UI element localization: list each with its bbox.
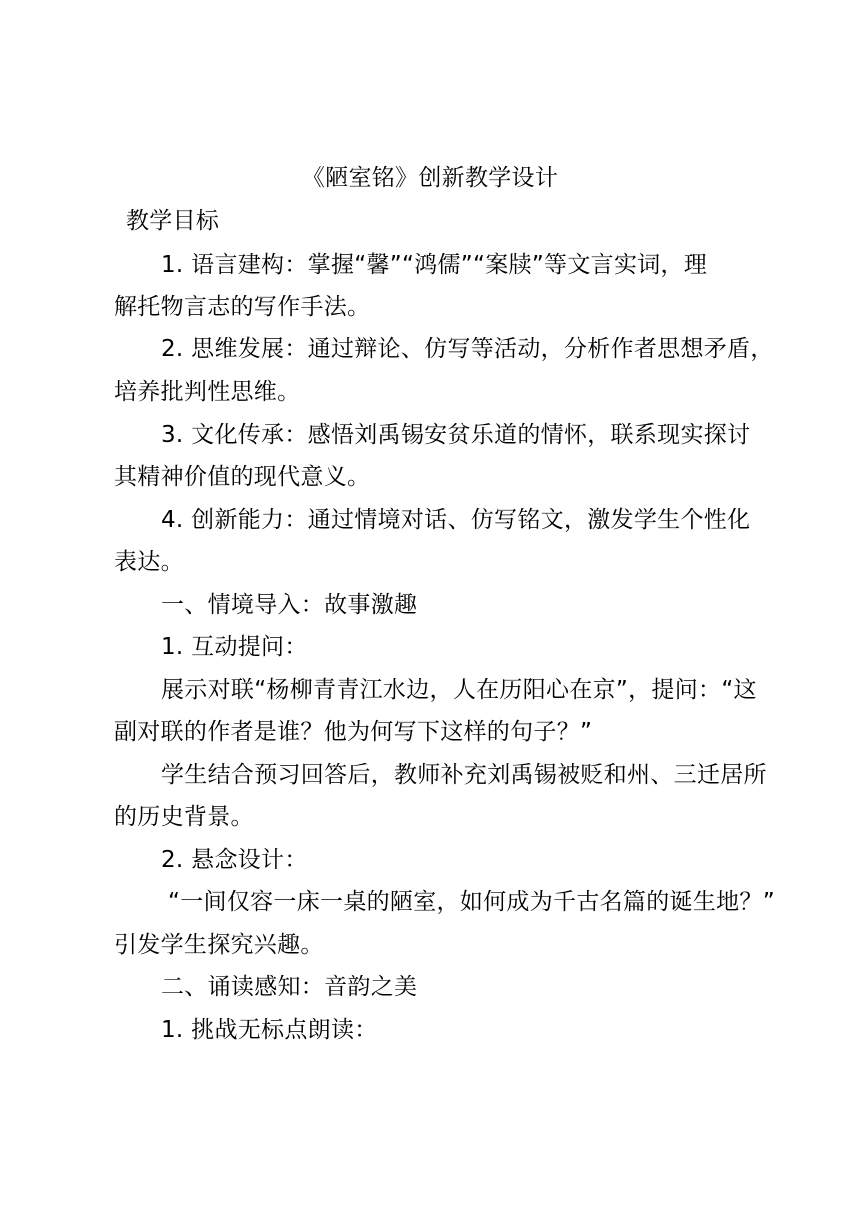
part-1-item-1-heading: 1. 互动提问： xyxy=(161,634,308,660)
goal-2-line-1: 2. 思维发展：通过辩论、仿写等活动，分析作者思想矛盾， xyxy=(161,336,774,362)
section-heading-teaching-goals: 教学目标 xyxy=(126,208,220,234)
document-title: 《陋室铭》创新教学设计 xyxy=(301,165,559,191)
goal-3-line-1: 3. 文化传承：感悟刘禹锡安贫乐道的情怀，联系现实探讨 xyxy=(161,422,751,448)
part-1-heading: 一、情境导入：故事激趣 xyxy=(161,592,418,618)
part-2-item-1-heading: 1. 挑战无标点朗读： xyxy=(161,1017,378,1043)
part-1-item-1-line-1: 展示对联“杨柳青青江水边，人在历阳心在京”，提问：“这 xyxy=(161,677,757,703)
part-1-item-2-line-2: 引发学生探究兴趣。 xyxy=(114,932,324,958)
part-1-item-2-line-1: “一间仅容一床一桌的陋室，如何成为千古名篇的诞生地？” xyxy=(168,889,775,915)
part-2-heading: 二、诵读感知：音韵之美 xyxy=(161,974,418,1000)
goal-4-line-1: 4. 创新能力：通过情境对话、仿写铭文，激发学生个性化 xyxy=(161,507,751,533)
part-1-item-2-heading: 2. 悬念设计： xyxy=(161,847,308,873)
goal-1-line-1: 1. 语言建构：掌握“馨”“鸿儒”“案牍”等文言实词，理 xyxy=(161,252,708,278)
goal-4-line-2: 表达。 xyxy=(114,549,184,575)
goal-1-line-2: 解托物言志的写作手法。 xyxy=(114,294,371,320)
part-1-item-1-note-line-2: 的历史背景。 xyxy=(114,804,254,830)
part-1-item-1-note-line-1: 学生结合预习回答后，教师补充刘禹锡被贬和州、三迁居所 xyxy=(161,762,767,788)
goal-2-line-2: 培养批判性思维。 xyxy=(114,379,301,405)
goal-3-line-2: 其精神价值的现代意义。 xyxy=(114,464,371,490)
part-1-item-1-line-2: 副对联的作者是谁？他为何写下这样的句子？” xyxy=(114,719,593,745)
